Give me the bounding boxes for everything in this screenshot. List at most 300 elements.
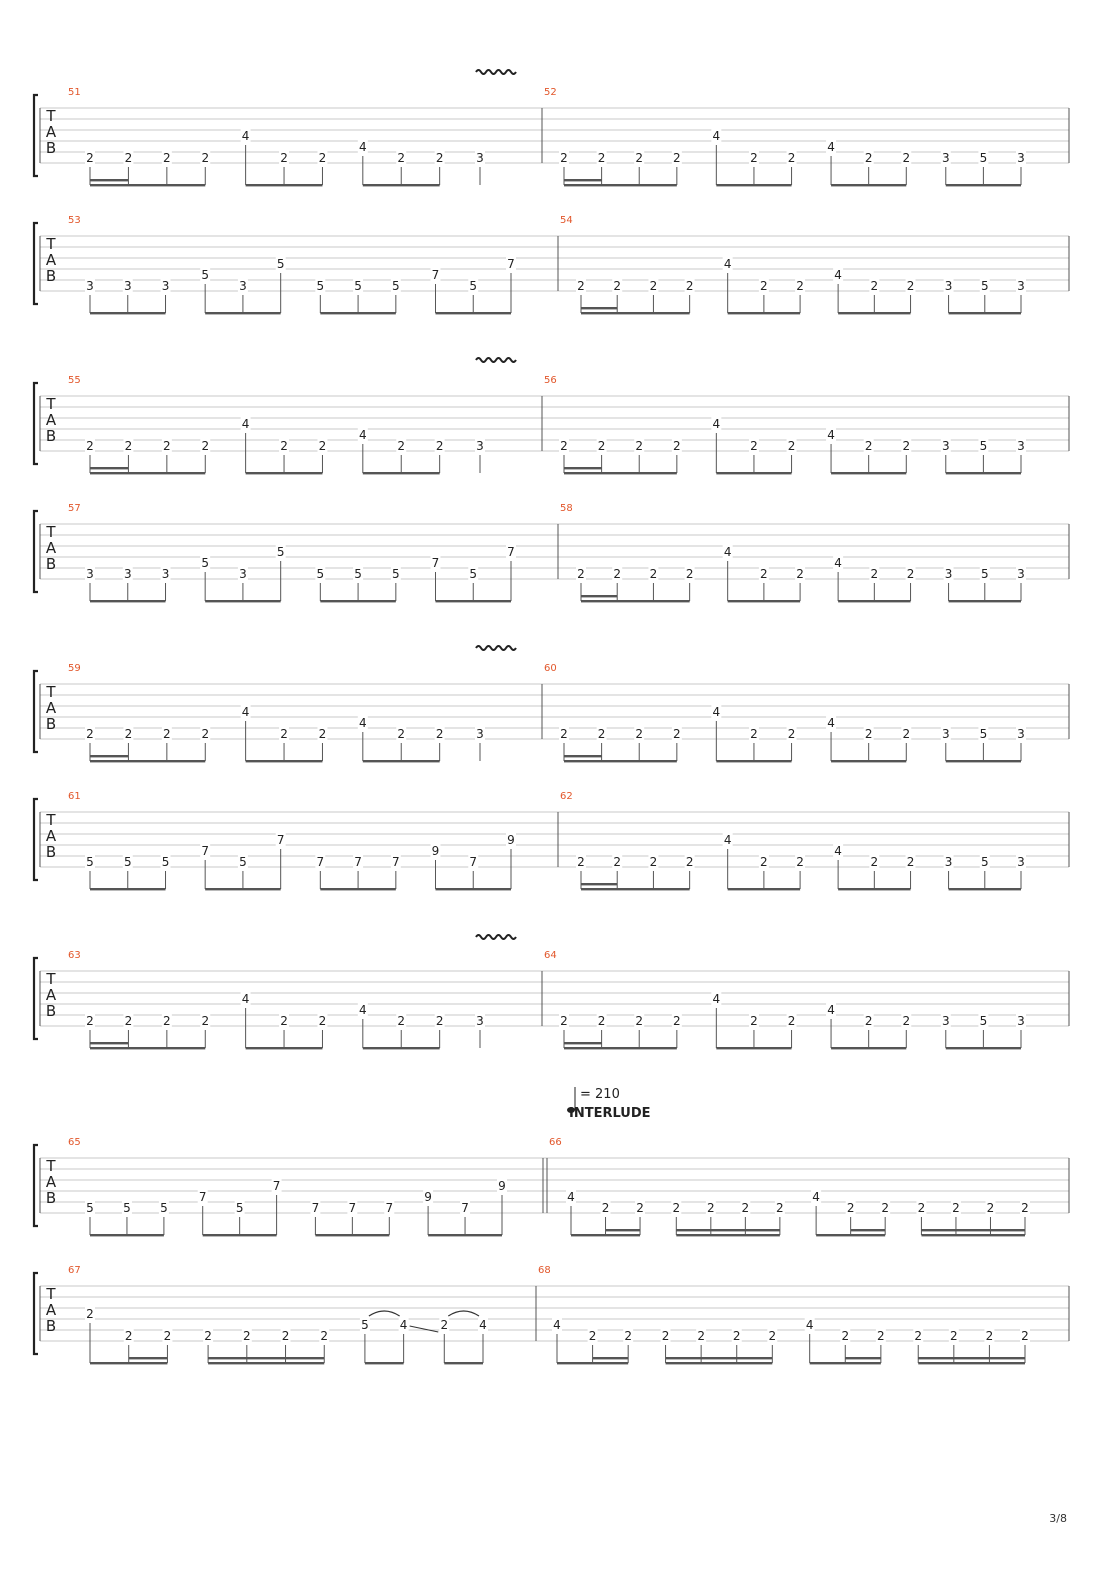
fret-number: 2	[635, 1014, 644, 1028]
fret-number: 3	[1017, 151, 1025, 165]
tab-clef-letter: T	[46, 1285, 56, 1303]
secondary-beam	[918, 1357, 954, 1359]
fret-number: 2	[86, 1014, 94, 1028]
fret-number: 2	[560, 439, 568, 453]
fret-number: 7	[201, 844, 209, 858]
beam	[90, 1047, 205, 1049]
fret-number: 3	[123, 279, 132, 293]
tab-clef-letter: A	[45, 251, 57, 269]
fret-number: 4	[712, 417, 721, 431]
bar-number: 58	[560, 503, 573, 514]
beam	[716, 760, 791, 762]
fret-number: 5	[980, 567, 989, 581]
fret-number: 2	[732, 1329, 741, 1343]
fret-number: 9	[498, 1179, 506, 1193]
fret-number: 2	[750, 151, 758, 165]
secondary-beam	[745, 1229, 780, 1231]
beam	[246, 472, 323, 474]
beam	[90, 760, 205, 762]
secondary-beam	[564, 755, 602, 757]
fret-number: 5	[201, 556, 209, 570]
beam	[435, 312, 511, 314]
staff-bracket	[34, 799, 38, 880]
bar-number: 61	[68, 791, 81, 802]
tab-clef-letter: A	[45, 827, 57, 845]
fret-number: 4	[827, 716, 835, 730]
fret-number: 3	[1017, 1014, 1025, 1028]
fret-number: 4	[712, 129, 721, 143]
fret-number: 2	[649, 279, 658, 293]
tab-clef-letter: B	[45, 427, 57, 445]
secondary-beam	[581, 307, 617, 309]
tab-clef-letter: B	[45, 555, 57, 573]
staff-bracket	[34, 1145, 38, 1226]
fret-number: 2	[917, 1201, 926, 1215]
staff-bracket	[34, 958, 38, 1039]
fret-number: 2	[86, 439, 94, 453]
slur	[369, 1311, 400, 1316]
fret-number: 2	[163, 727, 171, 741]
beam	[581, 312, 690, 314]
bar-number: 52	[544, 87, 557, 98]
fret-number: 5	[979, 727, 988, 741]
beam	[205, 600, 281, 602]
beam	[363, 760, 440, 762]
fret-number: 2	[787, 727, 796, 741]
fret-number: 4	[812, 1190, 820, 1204]
staff-bracket	[34, 671, 38, 752]
fret-number: 2	[985, 1329, 994, 1343]
fret-number: 2	[86, 1307, 94, 1321]
fret-number: 5	[979, 151, 988, 165]
fret-number: 2	[673, 439, 681, 453]
fret-number: 3	[941, 1014, 950, 1028]
beam	[666, 1362, 773, 1364]
fret-number: 5	[469, 279, 478, 293]
beam	[716, 1047, 791, 1049]
fret-number: 2	[635, 151, 644, 165]
fret-number: 4	[712, 705, 721, 719]
bar-number: 54	[560, 215, 573, 226]
tempo-marking: = 210	[580, 1087, 620, 1102]
fret-number: 2	[635, 727, 644, 741]
fret-number: 5	[239, 855, 247, 869]
bar-number: 60	[544, 663, 557, 674]
tab-clef-letter: T	[46, 395, 56, 413]
fret-number: 2	[870, 567, 879, 581]
fret-number: 7	[431, 268, 440, 282]
fret-number: 2	[760, 567, 768, 581]
fret-number: 5	[980, 855, 989, 869]
fret-number: 2	[902, 439, 911, 453]
fret-number: 2	[201, 439, 210, 453]
fret-number: 2	[613, 279, 622, 293]
fret-number: 2	[673, 151, 681, 165]
bar-number: 64	[544, 950, 557, 961]
tab-clef-letter: A	[45, 123, 57, 141]
fret-number: 2	[397, 727, 406, 741]
fret-number: 3	[161, 279, 170, 293]
fret-number: 7	[311, 1201, 320, 1215]
fret-number: 4	[241, 417, 250, 431]
fret-number: 2	[636, 1201, 644, 1215]
fret-number: 3	[1017, 439, 1025, 453]
beam	[246, 184, 323, 186]
fret-number: 2	[750, 439, 758, 453]
tab-clef-letter: T	[46, 683, 56, 701]
fret-number: 2	[1021, 1201, 1029, 1215]
fret-number: 2	[952, 1201, 960, 1215]
bar-number: 51	[68, 87, 81, 98]
tab-clef-letter: A	[45, 1173, 57, 1191]
fret-number: 4	[358, 716, 367, 730]
fret-number: 3	[476, 151, 484, 165]
bar-number: 63	[68, 950, 81, 961]
secondary-beam	[247, 1357, 286, 1359]
fret-number: 3	[944, 279, 953, 293]
fret-number: 2	[902, 151, 911, 165]
fret-number: 2	[870, 279, 879, 293]
fret-number: 2	[242, 1329, 251, 1343]
beam	[363, 184, 440, 186]
fret-number: 2	[597, 439, 606, 453]
fret-number: 2	[776, 1201, 784, 1215]
vibrato-mark	[476, 935, 516, 939]
beam	[320, 600, 396, 602]
fret-number: 4	[567, 1190, 575, 1204]
fret-number: 2	[741, 1201, 750, 1215]
fret-number: 5	[392, 567, 400, 581]
fret-number: 2	[577, 855, 585, 869]
beam	[205, 312, 281, 314]
secondary-beam	[90, 755, 128, 757]
beam	[246, 760, 323, 762]
beam	[90, 888, 166, 890]
fret-number: 4	[834, 268, 842, 282]
fret-number: 3	[476, 727, 484, 741]
fret-number: 3	[944, 855, 953, 869]
fret-number: 2	[613, 567, 622, 581]
beam	[564, 1047, 677, 1049]
secondary-beam	[921, 1229, 956, 1231]
fret-number: 4	[241, 992, 250, 1006]
fret-number: 3	[1017, 279, 1025, 293]
staff-bracket	[34, 1273, 38, 1354]
fret-number: 7	[276, 833, 285, 847]
tab-clef-letter: T	[46, 811, 56, 829]
beam	[831, 1047, 906, 1049]
fret-number: 2	[902, 1014, 911, 1028]
fret-number: 2	[124, 1014, 133, 1028]
fret-number: 4	[358, 1003, 367, 1017]
fret-number: 2	[577, 279, 585, 293]
fret-number: 2	[906, 855, 915, 869]
fret-number: 2	[163, 439, 171, 453]
fret-number: 3	[1017, 855, 1025, 869]
fret-number: 2	[588, 1329, 597, 1343]
fret-number: 2	[685, 567, 694, 581]
fret-number: 3	[941, 151, 950, 165]
beam	[831, 184, 906, 186]
fret-number: 3	[86, 279, 94, 293]
tab-clef-letter: T	[46, 970, 56, 988]
bar-number: 55	[68, 375, 81, 386]
fret-number: 5	[316, 567, 325, 581]
fret-number: 2	[560, 727, 568, 741]
secondary-beam	[737, 1357, 773, 1359]
beam	[320, 888, 396, 890]
fret-number: 2	[906, 279, 915, 293]
fret-number: 3	[1017, 567, 1025, 581]
secondary-beam	[581, 595, 617, 597]
fret-number: 3	[1017, 727, 1025, 741]
secondary-beam	[701, 1357, 737, 1359]
secondary-beam	[90, 1042, 128, 1044]
tab-clef-letter: A	[45, 539, 57, 557]
fret-number: 2	[86, 151, 94, 165]
fret-number: 2	[707, 1201, 715, 1215]
fret-number: 3	[161, 567, 170, 581]
secondary-beam	[564, 1042, 602, 1044]
beam	[831, 760, 906, 762]
fret-number: 2	[124, 1329, 133, 1343]
beam	[946, 760, 1021, 762]
tab-clef-letter: B	[45, 1189, 57, 1207]
fret-number: 2	[902, 727, 911, 741]
tab-clef-letter: A	[45, 411, 57, 429]
tab-clef-letter: T	[46, 235, 56, 253]
beam	[838, 600, 910, 602]
fret-number: 2	[601, 1201, 610, 1215]
fret-number: 2	[787, 439, 796, 453]
beam	[205, 888, 281, 890]
fret-number: 2	[760, 855, 768, 869]
beam	[203, 1234, 277, 1236]
fret-number: 4	[241, 705, 250, 719]
fret-number: 4	[399, 1318, 408, 1332]
fret-number: 7	[348, 1201, 357, 1215]
beam	[557, 1362, 628, 1364]
staff-bracket	[34, 223, 38, 304]
fret-number: 7	[316, 855, 325, 869]
beam	[716, 472, 791, 474]
beam	[571, 1234, 640, 1236]
fret-number: 2	[163, 1329, 172, 1343]
beam	[315, 1234, 389, 1236]
fret-number: 2	[597, 151, 606, 165]
fret-number: 3	[944, 567, 953, 581]
fret-number: 2	[597, 727, 606, 741]
fret-number: 2	[435, 439, 444, 453]
beam	[918, 1362, 1025, 1364]
tab-clef-letter: A	[45, 699, 57, 717]
fret-number: 3	[123, 567, 132, 581]
beam	[363, 1047, 440, 1049]
fret-number: 4	[723, 545, 732, 559]
secondary-beam	[129, 1357, 168, 1359]
tab-clef-letter: B	[45, 267, 57, 285]
fret-number: 2	[881, 1201, 889, 1215]
fret-number: 2	[201, 1014, 210, 1028]
tab-clef-letter: B	[45, 1317, 57, 1335]
tab-clef-letter: B	[45, 843, 57, 861]
fret-number: 2	[914, 1329, 923, 1343]
bar-number: 57	[68, 503, 81, 514]
fret-number: 3	[86, 567, 94, 581]
fret-number: 4	[827, 428, 835, 442]
fret-number: 9	[431, 844, 440, 858]
fret-number: 5	[160, 1201, 168, 1215]
beam	[435, 888, 511, 890]
beam	[363, 472, 440, 474]
fret-number: 2	[318, 1014, 327, 1028]
fret-number: 2	[624, 1329, 632, 1343]
secondary-beam	[989, 1357, 1025, 1359]
beam	[946, 1047, 1021, 1049]
beam	[831, 472, 906, 474]
fret-number: 4	[479, 1318, 487, 1332]
fret-number: 2	[613, 855, 622, 869]
secondary-beam	[990, 1229, 1025, 1231]
fret-number: 5	[235, 1201, 244, 1215]
fret-number: 2	[986, 1201, 995, 1215]
fret-number: 4	[827, 1003, 835, 1017]
fret-number: 2	[435, 727, 444, 741]
fret-number: 2	[560, 151, 568, 165]
tab-clef-letter: T	[46, 523, 56, 541]
bar-number: 56	[544, 375, 557, 386]
tab-clef-letter: T	[46, 107, 56, 125]
fret-number: 2	[661, 1329, 670, 1343]
fret-number: 2	[435, 151, 444, 165]
bar-number: 65	[68, 1137, 81, 1148]
page-number: 3/8	[1049, 1512, 1067, 1525]
secondary-beam	[208, 1357, 247, 1359]
bar-number: 62	[560, 791, 573, 802]
staff-bracket	[34, 383, 38, 464]
fret-number: 2	[685, 855, 694, 869]
fret-number: 7	[431, 556, 440, 570]
section-label: INTERLUDE	[569, 1106, 651, 1121]
fret-number: 2	[124, 727, 133, 741]
fret-number: 2	[280, 439, 288, 453]
beam	[949, 600, 1021, 602]
fret-number: 2	[397, 439, 406, 453]
fret-number: 2	[204, 1329, 212, 1343]
fret-number: 5	[354, 567, 362, 581]
beam	[564, 760, 677, 762]
beam	[581, 600, 690, 602]
fret-number: 4	[553, 1318, 561, 1332]
fret-number: 2	[649, 855, 658, 869]
fret-number: 2	[906, 567, 915, 581]
beam	[838, 312, 910, 314]
fret-number: 5	[392, 279, 400, 293]
fret-number: 5	[86, 855, 94, 869]
fret-number: 2	[163, 1014, 171, 1028]
fret-number: 2	[280, 1014, 288, 1028]
beam	[435, 600, 511, 602]
beam	[810, 1362, 881, 1364]
secondary-beam	[90, 467, 128, 469]
beam	[838, 888, 910, 890]
secondary-beam	[666, 1357, 702, 1359]
fret-number: 7	[272, 1179, 281, 1193]
fret-number: 2	[440, 1318, 449, 1332]
fret-number: 2	[768, 1329, 777, 1343]
slide-line	[410, 1326, 439, 1332]
fret-number: 5	[276, 545, 285, 559]
beam	[90, 1362, 167, 1364]
fret-number: 2	[750, 727, 758, 741]
beam	[208, 1362, 324, 1364]
fret-number: 2	[846, 1201, 855, 1215]
tab-clef-letter: B	[45, 715, 57, 733]
fret-number: 7	[385, 1201, 394, 1215]
fret-number: 2	[697, 1329, 705, 1343]
bar-number: 68	[538, 1265, 551, 1276]
fret-number: 3	[239, 567, 247, 581]
fret-number: 2	[560, 1014, 568, 1028]
fret-number: 2	[318, 151, 327, 165]
fret-number: 3	[476, 1014, 484, 1028]
fret-number: 5	[123, 1201, 131, 1215]
fret-number: 7	[461, 1201, 469, 1215]
beam	[581, 888, 690, 890]
bar-number: 59	[68, 663, 81, 674]
beam	[949, 888, 1021, 890]
fret-number: 5	[276, 257, 285, 271]
bar-number: 53	[68, 215, 81, 226]
tab-clef-letter: B	[45, 1002, 57, 1020]
fret-number: 7	[469, 855, 478, 869]
fret-number: 2	[796, 855, 804, 869]
beam	[816, 1234, 885, 1236]
secondary-beam	[286, 1357, 325, 1359]
beam	[90, 472, 205, 474]
fret-number: 7	[507, 257, 515, 271]
fret-number: 4	[723, 257, 732, 271]
bar-number: 66	[549, 1137, 562, 1148]
fret-number: 7	[507, 545, 515, 559]
beam	[90, 600, 166, 602]
fret-number: 2	[673, 727, 681, 741]
beam	[728, 600, 800, 602]
beam	[921, 1234, 1025, 1236]
fret-number: 2	[760, 279, 768, 293]
fret-number: 2	[673, 1014, 681, 1028]
fret-number: 4	[358, 140, 367, 154]
fret-number: 4	[723, 833, 732, 847]
beam	[90, 1234, 164, 1236]
fret-number: 2	[787, 1014, 796, 1028]
tab-clef-letter: A	[45, 1301, 57, 1319]
fret-number: 4	[834, 556, 842, 570]
fret-number: 2	[864, 727, 873, 741]
fret-number: 2	[635, 439, 644, 453]
fret-number: 2	[864, 439, 873, 453]
beam	[946, 184, 1021, 186]
slur	[448, 1311, 479, 1316]
fret-number: 5	[354, 279, 362, 293]
fret-number: 2	[1021, 1329, 1029, 1343]
fret-number: 5	[361, 1318, 369, 1332]
beam	[320, 312, 396, 314]
tab-clef-letter: A	[45, 986, 57, 1004]
fret-number: 2	[877, 1329, 885, 1343]
fret-number: 9	[424, 1190, 432, 1204]
secondary-beam	[606, 1229, 641, 1231]
